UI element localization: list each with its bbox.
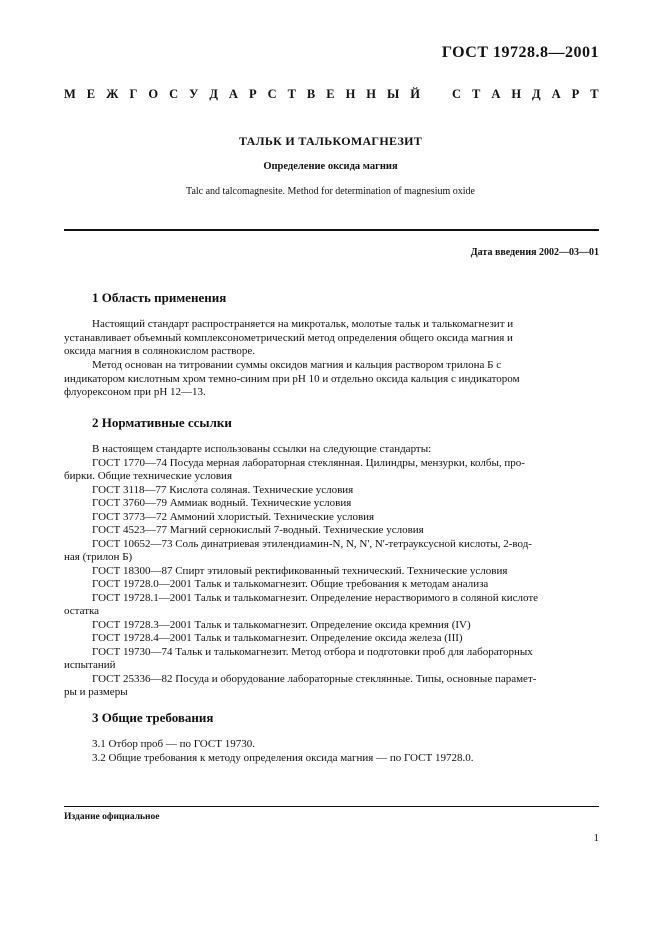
requirement-item: 3.2 Общие требования к методу определения оксида магния — по ГОСТ 19728.0. <box>92 751 474 764</box>
banner-letter: Т <box>590 87 599 101</box>
reference-item-continuation: бирки. Общие технические условия <box>64 470 233 482</box>
text-line: индикатором кислотным хром темно-синим при pH 10 и отдельно оксида кальция с индикатором <box>64 372 520 385</box>
document-title: ТАЛЬК И ТАЛЬКОМАГНЕЗИТ <box>238 134 423 148</box>
reference-item: ГОСТ 19728.1—2001 Тальк и талькомагнезит. Определение нерастворимого в соляной кислоте <box>92 591 539 604</box>
banner-letter: Е <box>326 87 335 101</box>
banner-letter: Р <box>248 87 257 101</box>
banner-letter: Й <box>410 87 420 101</box>
standard-number: ГОСТ 19728.8—2001 <box>441 44 599 61</box>
page-number: 1 <box>593 832 599 844</box>
english-title: Talc and talcomagnesite. Method for determination of magnesium oxide <box>186 186 475 197</box>
reference-item-continuation: остатка <box>64 605 100 617</box>
reference-item: ГОСТ 3118—77 Кислота соляная. Технические условия <box>92 483 354 496</box>
reference-item: ГОСТ 3760—79 Аммиак водный. Технические условия <box>92 497 352 509</box>
banner-letter: Р <box>571 87 580 101</box>
reference-item: ГОСТ 19730—74 Тальк и талькомагнезит. Метод отбора и подготовки проб для лабораторных <box>92 645 533 658</box>
section-heading-scope: 1 Область применения <box>92 290 227 305</box>
reference-item: ГОСТ 19728.4—2001 Тальк и талькомагнезит. Определение оксида железа (III) <box>92 632 463 644</box>
document-subtitle: Определение оксида магния <box>263 161 398 172</box>
reference-item: ГОСТ 1770—74 Посуда мерная лабораторная стеклянная. Цилиндры, мензурки, колбы, про- <box>92 456 525 469</box>
banner-letter: С <box>267 87 277 101</box>
text-line: оксида магния в солянокислом растворе. <box>64 345 255 357</box>
reference-item: ГОСТ 3773—72 Аммоний хлористый. Технические условия <box>92 510 375 523</box>
introduction-date: Дата введения 2002—03—01 <box>470 247 599 258</box>
reference-item: ГОСТ 25336—82 Посуда и оборудование лабораторные стеклянные. Типы, основные парамет- <box>92 672 537 685</box>
banner-letter: Н <box>345 87 356 101</box>
banner-letter: Д <box>532 87 541 101</box>
interstate-standard-banner <box>64 87 599 102</box>
reference-item-continuation: испытаний <box>64 659 116 671</box>
footer-rule <box>64 806 599 807</box>
reference-item-continuation: ная (трилон Б) <box>64 551 133 563</box>
references-intro: В настоящем стандарте использованы ссылки на следующие стандарты: <box>92 443 432 455</box>
banner-letter: Т <box>471 87 481 101</box>
reference-item: ГОСТ 18300—87 Спирт этиловый ректификованный технический. Технические условия <box>92 564 508 577</box>
banner-letter: Ж <box>106 87 119 101</box>
banner-letter: Н <box>366 87 377 101</box>
scope-paragraph-1 <box>64 318 599 359</box>
text-line: флуорексоном при pH 12—13. <box>64 386 206 398</box>
text-line: Настоящий стандарт распространяется на микротальк, молотые тальк и талькомагнезит и <box>92 318 514 330</box>
section-heading-general-requirements: 3 Общие требования <box>92 710 214 725</box>
reference-item: ГОСТ 19728.3—2001 Тальк и талькомагнезит. Определение оксида кремния (IV) <box>92 618 471 631</box>
banner-letter: Е <box>86 87 96 101</box>
text-line: устанавливает объемный комплексонометрический метод определения общего оксида магния и <box>64 331 513 344</box>
banner-word-gap <box>431 87 441 102</box>
banner-letter: Г <box>129 87 138 101</box>
banner-letter: Т <box>287 87 296 101</box>
banner-letter: М <box>64 87 76 101</box>
banner-letter: Ы <box>387 87 400 101</box>
references-list <box>64 443 599 700</box>
scope-paragraph-2 <box>64 359 599 400</box>
banner-letter: Д <box>209 87 218 101</box>
reference-item: ГОСТ 19728.0—2001 Тальк и талькомагнезит. Общие требования к методам анализа <box>92 578 489 590</box>
banner-letter: А <box>491 87 501 101</box>
general-requirements-list <box>64 738 599 765</box>
section-heading-references: 2 Нормативные ссылки <box>92 415 232 430</box>
official-edition-label: Издание официальное <box>64 812 160 822</box>
banner-letter: А <box>228 87 238 101</box>
reference-item: ГОСТ 4523—77 Магний сернокислый 7-водный. Технические условия <box>92 524 424 536</box>
header-rule <box>64 229 599 231</box>
banner-letter: У <box>189 87 199 101</box>
reference-item: ГОСТ 10652—73 Соль динатриевая этилендиамин-N, N, N', N'-тетрауксусной кислоты, 2-вод- <box>92 537 532 550</box>
requirement-item: 3.1 Отбор проб — по ГОСТ 19730. <box>92 738 255 750</box>
text-line: Метод основан на титровании суммы оксидов магния и кальция раствором трилона Б с <box>92 359 502 371</box>
reference-item-continuation: ры и размеры <box>64 686 128 698</box>
banner-letter: С <box>451 87 461 101</box>
banner-letter: А <box>551 87 561 101</box>
banner-letter: В <box>306 87 316 101</box>
banner-letter: Н <box>511 87 522 101</box>
banner-letter: С <box>169 87 179 101</box>
banner-letter: О <box>148 87 159 101</box>
